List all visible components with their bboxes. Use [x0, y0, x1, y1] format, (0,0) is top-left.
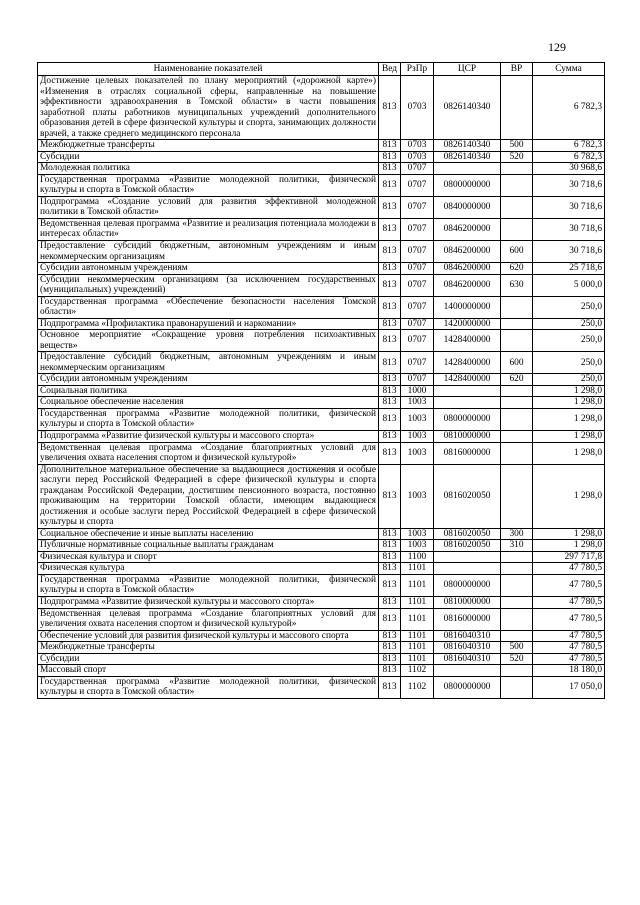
row-vr-cell [501, 196, 533, 218]
table-row [38, 630, 605, 642]
row-name-cell: Социальное обеспечение и иные выплаты населению [38, 528, 379, 540]
row-name-cell: Государственная программа «Развитие молодежной политики, физической культуры и спорта в Томской области» [38, 574, 379, 596]
row-rzpr-cell: 1101 [401, 596, 434, 608]
row-vr-cell [501, 318, 533, 330]
row-ved-cell: 813 [379, 385, 401, 397]
row-sum-cell: 30 718,6 [533, 174, 605, 196]
row-csr-cell: 0800000000 [434, 574, 501, 596]
row-name-cell: Основное мероприятие «Сокращение уровня потребления психоактивных веществ» [38, 330, 379, 352]
row-sum-cell: 1 298,0 [533, 431, 605, 443]
row-csr-cell: 0816020050 [434, 464, 501, 528]
row-vr-cell [501, 676, 533, 698]
row-rzpr-cell: 0703 [401, 151, 434, 163]
row-rzpr-cell: 1100 [401, 551, 434, 563]
row-vr-cell [501, 608, 533, 630]
row-vr-cell: 500 [501, 642, 533, 654]
row-csr-cell [434, 551, 501, 563]
row-rzpr-cell: 1101 [401, 642, 434, 654]
row-ved-cell: 813 [379, 163, 401, 175]
table-row [38, 151, 605, 163]
row-ved-cell: 813 [379, 76, 401, 140]
row-name-cell: Субсидии [38, 653, 379, 665]
row-csr-cell: 0810000000 [434, 431, 501, 443]
row-csr-cell [434, 385, 501, 397]
table-row [38, 464, 605, 528]
row-rzpr-cell: 1003 [401, 464, 434, 528]
row-rzpr-cell: 1102 [401, 676, 434, 698]
row-name-cell: Субсидии некоммерческим организациям (за исключением государственных (муниципальных) учреждений) [38, 274, 379, 296]
row-vr-cell [501, 296, 533, 318]
row-rzpr-cell: 0707 [401, 296, 434, 318]
row-sum-cell: 30 968,6 [533, 163, 605, 175]
row-ved-cell: 813 [379, 218, 401, 240]
table-row [38, 642, 605, 654]
row-name-cell: Социальное обеспечение населения [38, 397, 379, 409]
row-sum-cell: 25 718,6 [533, 263, 605, 275]
row-rzpr-cell: 1101 [401, 630, 434, 642]
row-vr-cell [501, 630, 533, 642]
row-vr-cell [501, 442, 533, 464]
row-name-cell: Межбюджетные трансферты [38, 140, 379, 152]
table-row [38, 397, 605, 409]
row-sum-cell: 1 298,0 [533, 528, 605, 540]
table-row [38, 318, 605, 330]
row-ved-cell: 813 [379, 630, 401, 642]
row-sum-cell: 30 718,6 [533, 240, 605, 262]
row-sum-cell: 47 780,5 [533, 596, 605, 608]
row-ved-cell: 813 [379, 653, 401, 665]
row-ved-cell: 813 [379, 442, 401, 464]
row-name-cell: Ведомственная целевая программа «Создание благоприятных условий для увеличения охвата населения спортом и физической культурой» [38, 442, 379, 464]
row-name-cell: Обеспечение условий для развития физической культуры и массового спорта [38, 630, 379, 642]
row-csr-cell: 0816040310 [434, 642, 501, 654]
row-vr-cell: 600 [501, 352, 533, 374]
row-sum-cell: 1 298,0 [533, 442, 605, 464]
row-vr-cell: 600 [501, 240, 533, 262]
table-row [38, 551, 605, 563]
row-rzpr-cell: 1101 [401, 608, 434, 630]
row-vr-cell [501, 163, 533, 175]
row-name-cell: Ведомственная целевая программа «Развитие и реализация потенциала молодежи в интересах области» [38, 218, 379, 240]
row-rzpr-cell: 1000 [401, 385, 434, 397]
row-ved-cell: 813 [379, 397, 401, 409]
row-vr-cell [501, 397, 533, 409]
row-vr-cell [501, 330, 533, 352]
table-row [38, 653, 605, 665]
row-ved-cell: 813 [379, 676, 401, 698]
row-name-cell: Государственная программа «Обеспечение безопасности населения Томской области» [38, 296, 379, 318]
row-name-cell: Подпрограмма «Создание условий для развития эффективной молодежной политики в Томской области» [38, 196, 379, 218]
row-rzpr-cell: 0707 [401, 240, 434, 262]
row-name-cell: Ведомственная целевая программа «Создание благоприятных условий для увеличения охвата населения спортом и физической культурой» [38, 608, 379, 630]
header-ved: Вед [379, 63, 401, 76]
table-row [38, 540, 605, 552]
row-vr-cell: 310 [501, 540, 533, 552]
row-sum-cell: 47 780,5 [533, 574, 605, 596]
row-csr-cell: 0800000000 [434, 174, 501, 196]
row-rzpr-cell: 0707 [401, 330, 434, 352]
row-name-cell: Государственная программа «Развитие молодежной политики, физической культуры и спорта в Томской области» [38, 408, 379, 430]
row-name-cell: Молодежная политика [38, 163, 379, 175]
row-name-cell: Межбюджетные трансферты [38, 642, 379, 654]
row-name-cell: Подпрограмма «Развитие физической культуры и массового спорта» [38, 596, 379, 608]
table-row [38, 442, 605, 464]
row-name-cell: Субсидии автономным учреждениям [38, 263, 379, 275]
row-rzpr-cell: 1003 [401, 528, 434, 540]
row-csr-cell: 0816020050 [434, 540, 501, 552]
page-number: 129 [548, 40, 566, 54]
row-ved-cell: 813 [379, 464, 401, 528]
row-ved-cell: 813 [379, 431, 401, 443]
row-rzpr-cell: 0707 [401, 352, 434, 374]
row-ved-cell: 813 [379, 540, 401, 552]
row-sum-cell: 1 298,0 [533, 385, 605, 397]
row-sum-cell: 5 000,0 [533, 274, 605, 296]
row-vr-cell: 520 [501, 653, 533, 665]
header-csr: ЦСР [434, 63, 501, 76]
row-csr-cell: 0816040310 [434, 653, 501, 665]
row-csr-cell [434, 665, 501, 677]
row-vr-cell: 300 [501, 528, 533, 540]
row-rzpr-cell: 0707 [401, 274, 434, 296]
row-sum-cell: 6 782,3 [533, 76, 605, 140]
row-name-cell: Государственная программа «Развитие молодежной политики, физической культуры и спорта в Томской области» [38, 676, 379, 698]
budget-table [37, 62, 605, 699]
row-rzpr-cell: 1003 [401, 540, 434, 552]
row-csr-cell: 0800000000 [434, 408, 501, 430]
row-csr-cell [434, 563, 501, 575]
row-ved-cell: 813 [379, 574, 401, 596]
row-rzpr-cell: 0707 [401, 163, 434, 175]
row-ved-cell: 813 [379, 151, 401, 163]
table-row [38, 385, 605, 397]
row-sum-cell: 250,0 [533, 352, 605, 374]
row-rzpr-cell: 1101 [401, 574, 434, 596]
row-sum-cell: 1 298,0 [533, 540, 605, 552]
row-sum-cell: 250,0 [533, 330, 605, 352]
row-vr-cell [501, 76, 533, 140]
row-vr-cell [501, 464, 533, 528]
row-sum-cell: 6 782,3 [533, 140, 605, 152]
row-rzpr-cell: 0707 [401, 374, 434, 386]
row-name-cell: Субсидии автономным учреждениям [38, 374, 379, 386]
row-ved-cell: 813 [379, 551, 401, 563]
row-name-cell: Государственная программа «Развитие молодежной политики, физической культуры и спорта в Томской области» [38, 174, 379, 196]
table-row [38, 218, 605, 240]
row-ved-cell: 813 [379, 296, 401, 318]
row-sum-cell: 6 782,3 [533, 151, 605, 163]
row-vr-cell [501, 596, 533, 608]
row-vr-cell: 520 [501, 151, 533, 163]
row-ved-cell: 813 [379, 318, 401, 330]
row-sum-cell: 297 717,8 [533, 551, 605, 563]
row-name-cell: Подпрограмма «Профилактика правонарушений и наркомании» [38, 318, 379, 330]
table-row [38, 431, 605, 443]
table-row [38, 240, 605, 262]
row-ved-cell: 813 [379, 608, 401, 630]
row-vr-cell [501, 218, 533, 240]
row-name-cell: Физическая культура [38, 563, 379, 575]
row-csr-cell: 0826140340 [434, 140, 501, 152]
table-row [38, 274, 605, 296]
row-csr-cell: 0816040310 [434, 630, 501, 642]
row-csr-cell: 1428400000 [434, 330, 501, 352]
table-row [38, 263, 605, 275]
table-row [38, 676, 605, 698]
row-rzpr-cell: 0703 [401, 76, 434, 140]
table-row [38, 374, 605, 386]
row-sum-cell: 17 050,0 [533, 676, 605, 698]
row-csr-cell: 0826140340 [434, 151, 501, 163]
row-vr-cell: 630 [501, 274, 533, 296]
table-row [38, 563, 605, 575]
header-name: Наименование показателей [38, 63, 379, 76]
row-name-cell: Предоставление субсидий бюджетным, автономным учреждениям и иным некоммерческим организациям [38, 240, 379, 262]
row-vr-cell [501, 408, 533, 430]
row-name-cell: Достижение целевых показателей по плану мероприятий («дорожной карте») «Изменения в отраслях социальной сферы, направленные на повышение эффективности здравоохранения в Томской области» в части повышения заработной платы работников муниципальных учреждений дополнительного образования детей в сфере физической культуры и спорта, занимающих должности врачей, а также среднего медицинского персонала [38, 76, 379, 140]
row-csr-cell: 1428400000 [434, 352, 501, 374]
header-vr: ВР [501, 63, 533, 76]
row-csr-cell: 0816000000 [434, 442, 501, 464]
table-row [38, 608, 605, 630]
row-vr-cell: 620 [501, 263, 533, 275]
row-name-cell: Массовый спорт [38, 665, 379, 677]
table-row [38, 174, 605, 196]
row-rzpr-cell: 1101 [401, 563, 434, 575]
table-row [38, 296, 605, 318]
row-rzpr-cell: 0707 [401, 196, 434, 218]
row-vr-cell: 620 [501, 374, 533, 386]
row-rzpr-cell: 0707 [401, 218, 434, 240]
row-ved-cell: 813 [379, 642, 401, 654]
row-rzpr-cell: 1003 [401, 431, 434, 443]
row-sum-cell: 1 298,0 [533, 464, 605, 528]
row-sum-cell: 30 718,6 [533, 196, 605, 218]
row-rzpr-cell: 1003 [401, 397, 434, 409]
table-row [38, 140, 605, 152]
row-sum-cell: 1 298,0 [533, 397, 605, 409]
row-name-cell: Дополнительное материальное обеспечение за выдающиеся достижения и особые заслуги перед Российской Федерацией в сфере физической культуры и спорта гражданам Российской Федерации, достигшим пенсионного возраста, постоянно проживающим на территории Томской области, имеющим выдающиеся достижения и особые заслуги перед Российской Федерацией в сфере физической культуры и спорта [38, 464, 379, 528]
row-rzpr-cell: 1101 [401, 653, 434, 665]
row-sum-cell: 47 780,5 [533, 642, 605, 654]
row-ved-cell: 813 [379, 528, 401, 540]
row-ved-cell: 813 [379, 196, 401, 218]
row-name-cell: Публичные нормативные социальные выплаты гражданам [38, 540, 379, 552]
row-csr-cell: 1400000000 [434, 296, 501, 318]
row-csr-cell [434, 163, 501, 175]
row-csr-cell: 1420000000 [434, 318, 501, 330]
row-sum-cell: 47 780,5 [533, 608, 605, 630]
row-sum-cell: 250,0 [533, 374, 605, 386]
row-ved-cell: 813 [379, 240, 401, 262]
table-row [38, 330, 605, 352]
row-name-cell: Физическая культура и спорт [38, 551, 379, 563]
table-row [38, 665, 605, 677]
row-csr-cell: 0846200000 [434, 274, 501, 296]
row-rzpr-cell: 1003 [401, 442, 434, 464]
table-row [38, 352, 605, 374]
row-vr-cell [501, 385, 533, 397]
row-name-cell: Подпрограмма «Развитие физической культуры и массового спорта» [38, 431, 379, 443]
row-ved-cell: 813 [379, 274, 401, 296]
row-rzpr-cell: 0707 [401, 174, 434, 196]
row-rzpr-cell: 1003 [401, 408, 434, 430]
row-csr-cell: 0846200000 [434, 263, 501, 275]
row-vr-cell [501, 174, 533, 196]
row-ved-cell: 813 [379, 330, 401, 352]
row-sum-cell: 18 180,0 [533, 665, 605, 677]
row-ved-cell: 813 [379, 352, 401, 374]
table-header-row [38, 63, 605, 76]
table-row [38, 163, 605, 175]
row-name-cell: Предоставление субсидий бюджетным, автономным учреждениям и иным некоммерческим организациям [38, 352, 379, 374]
row-sum-cell: 1 298,0 [533, 408, 605, 430]
header-sum: Сумма [533, 63, 605, 76]
row-sum-cell: 30 718,6 [533, 218, 605, 240]
row-csr-cell: 0826140340 [434, 76, 501, 140]
row-ved-cell: 813 [379, 665, 401, 677]
table-row [38, 408, 605, 430]
row-csr-cell: 0816000000 [434, 608, 501, 630]
row-ved-cell: 813 [379, 374, 401, 386]
row-csr-cell [434, 397, 501, 409]
row-csr-cell: 0800000000 [434, 676, 501, 698]
row-csr-cell: 0816020050 [434, 528, 501, 540]
table-row [38, 196, 605, 218]
row-csr-cell: 1428400000 [434, 374, 501, 386]
row-rzpr-cell: 0707 [401, 318, 434, 330]
row-rzpr-cell: 1102 [401, 665, 434, 677]
row-sum-cell: 47 780,5 [533, 630, 605, 642]
table-row [38, 574, 605, 596]
row-sum-cell: 47 780,5 [533, 563, 605, 575]
row-sum-cell: 47 780,5 [533, 653, 605, 665]
row-ved-cell: 813 [379, 140, 401, 152]
row-vr-cell: 500 [501, 140, 533, 152]
row-vr-cell [501, 551, 533, 563]
row-csr-cell: 0846200000 [434, 218, 501, 240]
row-ved-cell: 813 [379, 263, 401, 275]
row-rzpr-cell: 0707 [401, 263, 434, 275]
row-ved-cell: 813 [379, 563, 401, 575]
row-ved-cell: 813 [379, 596, 401, 608]
row-vr-cell [501, 563, 533, 575]
row-name-cell: Субсидии [38, 151, 379, 163]
row-name-cell: Социальная политика [38, 385, 379, 397]
header-rzpr: РзПр [401, 63, 434, 76]
row-vr-cell [501, 665, 533, 677]
row-ved-cell: 813 [379, 174, 401, 196]
table-row [38, 596, 605, 608]
row-sum-cell: 250,0 [533, 318, 605, 330]
row-sum-cell: 250,0 [533, 296, 605, 318]
table-row [38, 76, 605, 140]
row-csr-cell: 0810000000 [434, 596, 501, 608]
row-csr-cell: 0846200000 [434, 240, 501, 262]
table-row [38, 528, 605, 540]
row-rzpr-cell: 0703 [401, 140, 434, 152]
row-ved-cell: 813 [379, 408, 401, 430]
row-vr-cell [501, 431, 533, 443]
row-vr-cell [501, 574, 533, 596]
row-csr-cell: 0840000000 [434, 196, 501, 218]
